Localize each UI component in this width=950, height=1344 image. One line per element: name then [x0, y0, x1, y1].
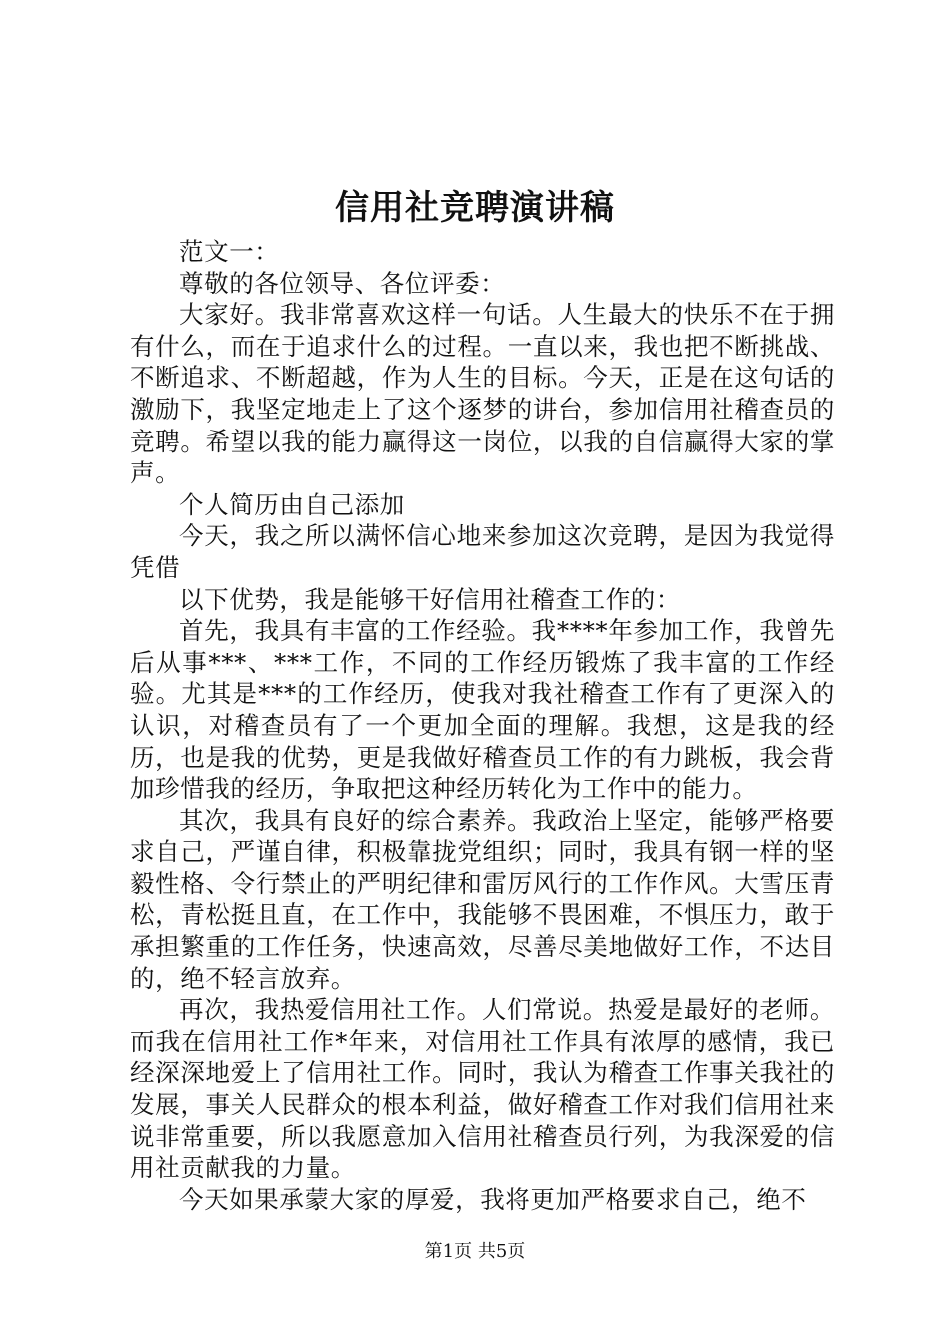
paragraph-resume-note: 个人简历由自己添加 [179, 489, 405, 519]
paragraph-confidence: 今天，我之所以满怀信心地来参加这次竞聘，是因为我觉得凭借 [130, 521, 835, 582]
paragraph-closing-partial: 今天如果承蒙大家的厚爱，我将更加严格要求自己，绝不 [179, 1184, 807, 1214]
paragraph-second-quality: 其次，我具有良好的综合素养。我政治上坚定，能够严格要求自己，严谨自律，积极靠拢党组织；同时，我具有钢一样的坚毅性格、令行禁止的严明纪律和雷厉风行的工作作风。大雪压青松，青松挺且直，在工作中，我能够不畏困难，不惧压力，敢于承担繁重的工作任务，快速高效，尽善尽美地做好工作，不达目的，绝不轻言放弃。 [130, 805, 835, 993]
paragraph-intro: 大家好。我非常喜欢这样一句话。人生最大的快乐不在于拥有什么，而在于追求什么的过程。一直以来，我也把不断挑战、不断追求、不断超越，作为人生的目标。今天，正是在这句话的激励下，我坚定地走上了这个逐梦的讲台，参加信用社稽查员的竞聘。希望以我的能力赢得这一岗位，以我的自信赢得大家的掌声。 [130, 300, 835, 488]
paragraph-third-passion: 再次，我热爱信用社工作。人们常说。热爱是最好的老师。而我在信用社工作*年来，对信用社工作具有浓厚的感情，我已经深深地爱上了信用社工作。同时，我认为稽查工作事关我社的发展，事关人民群众的根本利益，做好稽查工作对我们信用社来说非常重要，所以我愿意加入信用社稽查员行列，为我深爱的信用社贡献我的力量。 [130, 995, 835, 1183]
paragraph-salutation: 尊敬的各位领导、各位评委： [179, 268, 506, 298]
document-body [130, 236, 835, 1215]
document-title: 信用社竞聘演讲稿 [335, 188, 615, 228]
paragraph-first-experience: 首先，我具有丰富的工作经验。我****年参加工作，我曾先后从事***、***工作，不同的工作经历锻炼了我丰富的工作经验。尤其是***的工作经历，使我对我社稽查工作有了更深入的认识，对稽查员有了一个更加全面的理解。我想，这是我的经历，也是我的优势，更是我做好稽查员工作的有力跳板，我会背加珍惜我的经历，争取把这种经历转化为工作中的能力。 [130, 616, 835, 804]
paragraph-example-heading: 范文一： [179, 237, 280, 266]
paragraph-advantages-lead: 以下优势，我是能够干好信用社稽查工作的： [179, 584, 681, 614]
page-number-footer: 第1页 共5页 [424, 1241, 526, 1262]
